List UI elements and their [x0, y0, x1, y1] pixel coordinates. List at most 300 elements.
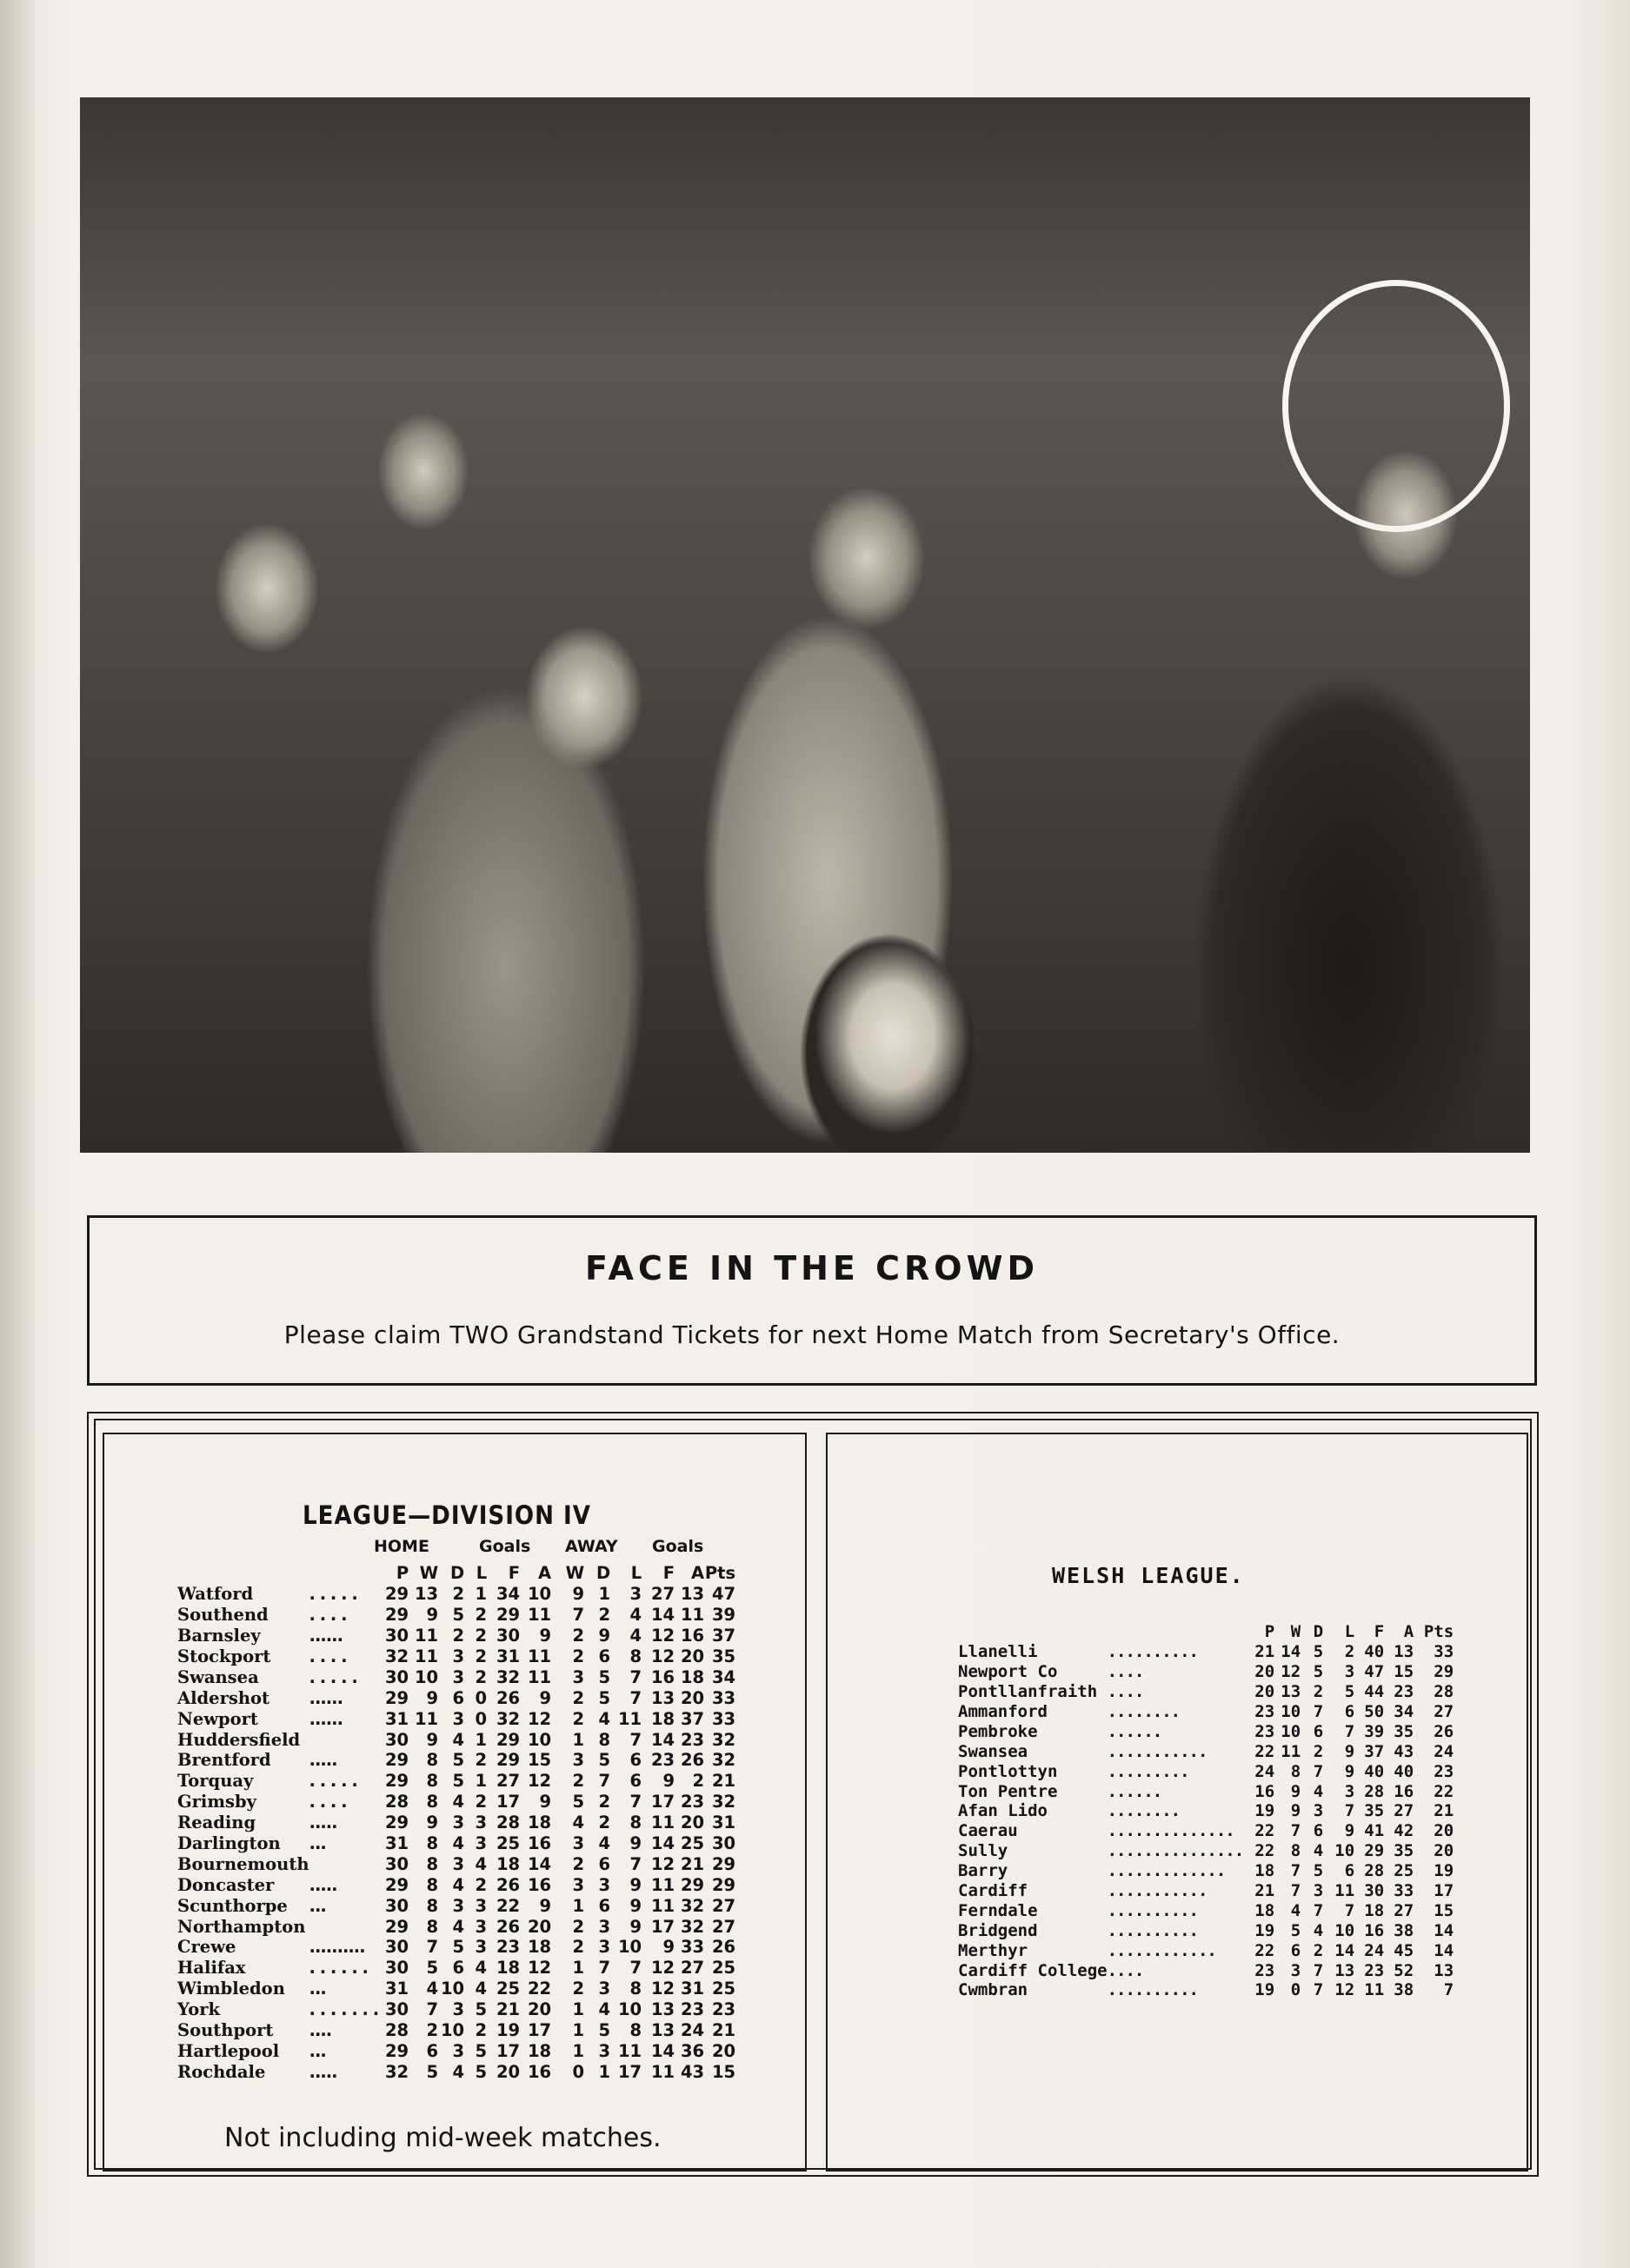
leader-dots: .......... — [1107, 1980, 1198, 2000]
stat-cell: 23 — [1254, 1721, 1275, 1741]
stat-cell: 11 — [617, 2040, 642, 2061]
welsh-col-header: L — [1344, 1622, 1355, 1642]
stat-cell: 16 — [1394, 1781, 1414, 1801]
stat-cell: 12 — [527, 1708, 552, 1729]
leader-dots: . . . . . . — [309, 1958, 368, 1979]
stat-cell: 23 — [1434, 1761, 1454, 1781]
stat-cell: 7 — [426, 1999, 439, 2020]
stat-cell: 2 — [475, 1792, 488, 1812]
stat-cell: 29 — [384, 1771, 409, 1792]
stat-cell: 3 — [452, 1708, 465, 1729]
stat-cell: 3 — [475, 1895, 488, 1916]
stat-cell: 18 — [527, 1937, 552, 1958]
stat-cell: 43 — [1394, 1741, 1414, 1761]
leader-dots: ........... — [1107, 1881, 1208, 1901]
team-name: Cwmbran — [958, 1980, 1028, 2000]
stat-cell: 4 — [475, 1853, 488, 1874]
stat-cell: 9 — [1344, 1821, 1355, 1841]
stat-cell: 12 — [650, 1853, 675, 1874]
leader-dots: .... — [1107, 1682, 1144, 1702]
stat-cell: 5 — [475, 2040, 488, 2061]
welsh-row — [958, 1721, 1454, 1741]
stat-cell: 29 — [1364, 1841, 1385, 1861]
stat-cell: 26 — [680, 1750, 705, 1771]
stat-cell: 3 — [598, 2040, 611, 2061]
stat-cell: 5 — [598, 1750, 611, 1771]
leader-dots: ........ — [1107, 1702, 1181, 1721]
stat-cell: 9 — [426, 1812, 439, 1833]
stat-cell: 5 — [1344, 1682, 1355, 1702]
stat-cell: 18 — [650, 1708, 675, 1729]
stat-cell: 20 — [711, 2040, 736, 2061]
stat-cell: 13 — [1281, 1682, 1301, 1702]
stat-cell: 32 — [384, 1646, 409, 1666]
stat-cell: 2 — [452, 1626, 465, 1646]
team-name: Stockport — [177, 1646, 271, 1666]
stat-cell: 39 — [1364, 1721, 1385, 1741]
division4-row — [177, 1750, 735, 1771]
stat-cell: 8 — [426, 1874, 439, 1895]
stat-cell: 16 — [527, 2061, 552, 2082]
stat-cell: 15 — [711, 2061, 736, 2082]
division4-row — [177, 1708, 735, 1729]
division4-col-header: P — [396, 1563, 409, 1584]
stat-cell: 13 — [1334, 1960, 1355, 1980]
stat-cell: 17 — [527, 2020, 552, 2041]
stat-cell: 52 — [1394, 1960, 1414, 1980]
stat-cell: 2 — [572, 1771, 585, 1792]
stat-cell: 5 — [1290, 1920, 1301, 1940]
leader-dots: ...... — [1107, 1721, 1162, 1741]
stat-cell: 27 — [650, 1584, 675, 1605]
stat-cell: 23 — [680, 1792, 705, 1812]
stat-cell: 14 — [650, 1729, 675, 1750]
stat-cell: 11 — [680, 1605, 705, 1626]
stat-cell: 5 — [452, 1750, 465, 1771]
stat-cell: 7 — [598, 1958, 611, 1979]
stat-cell: 47 — [1364, 1662, 1385, 1682]
stat-cell: 30 — [384, 1853, 409, 1874]
stat-cell: 7 — [1313, 1702, 1324, 1721]
stat-cell: 12 — [650, 1958, 675, 1979]
stat-cell: 6 — [598, 1853, 611, 1874]
stat-cell: 12 — [527, 1958, 552, 1979]
stat-cell: 16 — [1254, 1781, 1275, 1801]
stat-cell: 29 — [384, 1874, 409, 1895]
stat-cell: 25 — [711, 1979, 736, 1999]
stat-cell: 22 — [1254, 1821, 1275, 1841]
welsh-row — [958, 1980, 1454, 2000]
leader-dots: ........ — [1107, 1801, 1181, 1821]
welsh-league-title: WELSH LEAGUE. — [1052, 1563, 1245, 1588]
stat-cell: 30 — [496, 1626, 521, 1646]
stat-cell: 1 — [475, 1729, 488, 1750]
stat-cell: 29 — [680, 1874, 705, 1895]
stat-cell: 19 — [496, 2020, 521, 2041]
leader-dots: ............ — [1107, 1940, 1216, 1960]
leader-dots: ............. — [1107, 1861, 1226, 1881]
stat-cell: 1 — [598, 2061, 611, 2082]
team-name: Reading — [177, 1812, 256, 1833]
leader-dots: .......... — [1107, 1900, 1198, 1920]
stat-cell: 8 — [426, 1895, 439, 1916]
division4-row — [177, 1874, 735, 1895]
stat-cell: 3 — [452, 1999, 465, 2020]
leader-dots: ...... — [1107, 1781, 1162, 1801]
stat-cell: 37 — [680, 1708, 705, 1729]
stat-cell: 2 — [475, 1874, 488, 1895]
team-name: Scunthorpe — [177, 1895, 288, 1916]
division4-header-team-blank — [177, 1563, 309, 1584]
stat-cell: 5 — [598, 2020, 611, 2041]
stat-cell: 4 — [452, 1792, 465, 1812]
stat-cell: 2 — [475, 1626, 488, 1646]
stat-cell: 11 — [650, 2061, 675, 2082]
welsh-row — [958, 1940, 1454, 1960]
stat-cell: 34 — [496, 1584, 521, 1605]
team-name: Hartlepool — [177, 2040, 280, 2061]
stat-cell: 16 — [680, 1626, 705, 1646]
stat-cell: 43 — [680, 2061, 705, 2082]
stat-cell: 22 — [1254, 1940, 1275, 1960]
stat-cell: 11 — [650, 1895, 675, 1916]
team-name: Darlington — [177, 1833, 281, 1854]
stat-cell: 32 — [496, 1666, 521, 1687]
stat-cell: 2 — [572, 1937, 585, 1958]
welsh-row — [958, 1801, 1454, 1821]
division4-row — [177, 1895, 735, 1916]
stat-cell: 20 — [496, 2061, 521, 2082]
leader-dots: ......... — [1107, 1761, 1189, 1781]
stat-cell: 6 — [1344, 1861, 1355, 1881]
stat-cell: 18 — [1254, 1861, 1275, 1881]
division4-row — [177, 1626, 735, 1646]
stat-cell: 16 — [650, 1666, 675, 1687]
leader-dots: ............... — [1107, 1841, 1244, 1861]
stat-cell: 9 — [1290, 1781, 1301, 1801]
stat-cell: 20 — [1254, 1662, 1275, 1682]
welsh-row — [958, 1781, 1454, 1801]
stat-cell: 4 — [1290, 1900, 1301, 1920]
stat-cell: 1 — [475, 1584, 488, 1605]
stat-cell: 13 — [650, 1999, 675, 2020]
stat-cell: 8 — [629, 2020, 642, 2041]
stat-cell: 9 — [598, 1626, 611, 1646]
stat-cell: 7 — [1313, 1960, 1324, 1980]
stat-cell: 6 — [1313, 1721, 1324, 1741]
leader-dots: . . . . . — [309, 1666, 357, 1687]
stat-cell: 31 — [384, 1979, 409, 1999]
team-name: Caerau — [958, 1821, 1018, 1841]
circled-face-marker — [1282, 280, 1510, 532]
stat-cell: 13 — [1434, 1960, 1454, 1980]
division4-row — [177, 1792, 735, 1812]
stat-cell: 20 — [527, 1999, 552, 2020]
stat-cell: 29 — [496, 1605, 521, 1626]
stat-cell: 4 — [452, 1833, 465, 1854]
stat-cell: 4 — [1313, 1841, 1324, 1861]
stat-cell: 21 — [1434, 1801, 1454, 1821]
stat-cell: 27 — [1394, 1801, 1414, 1821]
stat-cell: 1 — [572, 2020, 585, 2041]
stat-cell: 8 — [426, 1853, 439, 1874]
division4-row — [177, 1916, 735, 1937]
stat-cell: 20 — [527, 1916, 552, 1937]
stat-cell: 10 — [527, 1584, 552, 1605]
leader-dots: ..... — [309, 1750, 337, 1771]
stat-cell: 10 — [1334, 1841, 1355, 1861]
stat-cell: 27 — [1434, 1702, 1454, 1721]
stat-cell: 39 — [711, 1605, 736, 1626]
stat-cell: 8 — [629, 1646, 642, 1666]
stat-cell: 8 — [426, 1833, 439, 1854]
stat-cell: 5 — [452, 1937, 465, 1958]
stat-cell: 11 — [1334, 1881, 1355, 1901]
stat-cell: 23 — [496, 1937, 521, 1958]
stat-cell: 30 — [384, 1666, 409, 1687]
leader-dots: .... — [1107, 1960, 1144, 1980]
division4-header-row — [177, 1563, 735, 1584]
stat-cell: 14 — [1281, 1642, 1301, 1662]
welsh-row — [958, 1821, 1454, 1841]
stat-cell: 20 — [680, 1812, 705, 1833]
stat-cell: 23 — [1394, 1682, 1414, 1702]
stat-cell: 6 — [1344, 1702, 1355, 1721]
stat-cell: 16 — [527, 1874, 552, 1895]
welsh-col-header: D — [1313, 1622, 1324, 1642]
stat-cell: 2 — [692, 1771, 705, 1792]
stat-cell: 10 — [1334, 1920, 1355, 1940]
stat-cell: 13 — [414, 1584, 439, 1605]
stat-cell: 3 — [475, 1937, 488, 1958]
leader-dots: ... — [309, 1833, 326, 1854]
division4-row — [177, 2061, 735, 2082]
stat-cell: 7 — [1344, 1801, 1355, 1821]
stat-cell: 21 — [680, 1853, 705, 1874]
stat-cell: 11 — [414, 1646, 439, 1666]
stat-cell: 13 — [650, 1687, 675, 1708]
stat-cell: 4 — [572, 1812, 585, 1833]
stat-cell: 3 — [1344, 1781, 1355, 1801]
stat-cell: 7 — [1313, 1900, 1324, 1920]
stat-cell: 2 — [426, 2020, 439, 2041]
stat-cell: 14 — [1434, 1920, 1454, 1940]
stat-cell: 1 — [572, 1999, 585, 2020]
leader-dots: .... — [309, 2020, 332, 2041]
division4-row — [177, 1979, 735, 1999]
stat-cell: 40 — [1394, 1761, 1414, 1781]
page-spine-shadow — [0, 0, 35, 2268]
stat-cell: 3 — [572, 1833, 585, 1854]
welsh-row — [958, 1900, 1454, 1920]
stat-cell: 26 — [496, 1916, 521, 1937]
stat-cell: 5 — [426, 2061, 439, 2082]
stat-cell: 30 — [384, 1895, 409, 1916]
division4-row — [177, 1853, 735, 1874]
stat-cell: 9 — [572, 1584, 585, 1605]
stat-cell: 10 — [1281, 1702, 1301, 1721]
stat-cell: 23 — [1254, 1702, 1275, 1721]
stat-cell: 14 — [527, 1853, 552, 1874]
division4-col-header: Pts — [704, 1563, 736, 1584]
stat-cell: 12 — [650, 1646, 675, 1666]
team-name: Sully — [958, 1841, 1008, 1861]
stat-cell: 3 — [452, 1853, 465, 1874]
division4-home-label: HOME — [374, 1537, 429, 1556]
stat-cell: 17 — [650, 1792, 675, 1812]
stat-cell: 35 — [1364, 1801, 1385, 1821]
caption-title: FACE IN THE CROWD — [584, 1249, 1040, 1287]
stat-cell: 0 — [475, 1708, 488, 1729]
stat-cell: 30 — [711, 1833, 736, 1854]
stat-cell: 5 — [452, 1605, 465, 1626]
stat-cell: 2 — [572, 1853, 585, 1874]
stat-cell: 25 — [1394, 1861, 1414, 1881]
division4-row — [177, 1812, 735, 1833]
stat-cell: 20 — [680, 1687, 705, 1708]
stat-cell: 18 — [680, 1666, 705, 1687]
leader-dots: . . . . — [309, 1646, 347, 1666]
stat-cell: 3 — [1313, 1881, 1324, 1901]
stat-cell: 33 — [680, 1937, 705, 1958]
stat-cell: 25 — [680, 1833, 705, 1854]
stat-cell: 9 — [539, 1626, 552, 1646]
leader-dots: . . . . . — [309, 1584, 357, 1605]
stat-cell: 7 — [629, 1729, 642, 1750]
stat-cell: 6 — [629, 1750, 642, 1771]
team-name: Torquay — [177, 1771, 254, 1792]
division4-col-header: W — [565, 1563, 585, 1584]
stat-cell: 28 — [384, 1792, 409, 1812]
stat-cell: 14 — [650, 1605, 675, 1626]
stat-cell: 33 — [711, 1687, 736, 1708]
leader-dots: . . . . . — [309, 1771, 357, 1792]
stat-cell: 0 — [475, 1687, 488, 1708]
welsh-row — [958, 1662, 1454, 1682]
leader-dots: ..... — [309, 2061, 337, 2082]
stat-cell: 26 — [711, 1937, 736, 1958]
stat-cell: 3 — [452, 1812, 465, 1833]
welsh-col-header: A — [1403, 1622, 1414, 1642]
stat-cell: 4 — [629, 1605, 642, 1626]
stat-cell: 21 — [496, 1999, 521, 2020]
team-name: Watford — [177, 1584, 254, 1605]
stat-cell: 11 — [527, 1666, 552, 1687]
team-name: Merthyr — [958, 1940, 1028, 1960]
stat-cell: 7 — [1344, 1721, 1355, 1741]
stat-cell: 15 — [1394, 1662, 1414, 1682]
division4-row — [177, 1937, 735, 1958]
stat-cell: 9 — [426, 1687, 439, 1708]
leader-dots: ... — [309, 1895, 326, 1916]
stat-cell: 38 — [1394, 1920, 1414, 1940]
division4-row — [177, 1729, 735, 1750]
stat-cell: 29 — [496, 1750, 521, 1771]
stat-cell: 14 — [650, 1833, 675, 1854]
welsh-col-header: W — [1290, 1622, 1301, 1642]
team-name: Huddersfield — [177, 1729, 301, 1750]
welsh-league-table — [958, 1622, 1454, 2000]
stat-cell: 33 — [1434, 1642, 1454, 1662]
leader-dots: ..... — [309, 1812, 337, 1833]
stat-cell: 14 — [650, 2040, 675, 2061]
stat-cell: 17 — [496, 2040, 521, 2061]
team-name: Doncaster — [177, 1874, 275, 1895]
stat-cell: 21 — [711, 1771, 736, 1792]
stat-cell: 31 — [711, 1812, 736, 1833]
team-name: Pontlottyn — [958, 1761, 1058, 1781]
stat-cell: 0 — [572, 2061, 585, 2082]
leader-dots: .......... — [1107, 1920, 1198, 1940]
stat-cell: 5 — [452, 1771, 465, 1792]
stat-cell: 41 — [1364, 1821, 1385, 1841]
stat-cell: 10 — [414, 1666, 439, 1687]
team-name: Cardiff College — [958, 1960, 1108, 1980]
division4-title: LEAGUE—DIVISION IV — [303, 1500, 591, 1530]
stat-cell: 7 — [598, 1771, 611, 1792]
division4-table — [177, 1563, 735, 2082]
division4-row — [177, 1666, 735, 1687]
stat-cell: 2 — [598, 1812, 611, 1833]
stat-cell: 29 — [384, 1687, 409, 1708]
welsh-header-team-blank — [958, 1622, 1108, 1642]
stat-cell: 9 — [629, 1916, 642, 1937]
stat-cell: 2 — [572, 1708, 585, 1729]
stat-cell: 17 — [1434, 1881, 1454, 1901]
stat-cell: 9 — [662, 1771, 675, 1792]
stat-cell: 36 — [680, 2040, 705, 2061]
stat-cell: 26 — [496, 1687, 521, 1708]
stat-cell: 0 — [1290, 1980, 1301, 2000]
welsh-row — [958, 1841, 1454, 1861]
stat-cell: 2 — [572, 1626, 585, 1646]
stat-cell: 9 — [629, 1874, 642, 1895]
stat-cell: 35 — [711, 1646, 736, 1666]
stat-cell: 20 — [1434, 1821, 1454, 1841]
stat-cell: 31 — [496, 1646, 521, 1666]
team-name: Swansea — [177, 1666, 259, 1687]
stat-cell: 38 — [1394, 1980, 1414, 2000]
stat-cell: 44 — [1364, 1682, 1385, 1702]
team-name: Crewe — [177, 1937, 236, 1958]
stat-cell: 1 — [572, 1958, 585, 1979]
stat-cell: 19 — [1254, 1801, 1275, 1821]
stat-cell: 4 — [598, 1833, 611, 1854]
leader-dots: . . . . — [309, 1792, 347, 1812]
stat-cell: 23 — [650, 1750, 675, 1771]
division4-row — [177, 2020, 735, 2041]
stat-cell: 30 — [384, 1999, 409, 2020]
division4-row — [177, 1605, 735, 1626]
stat-cell: 10 — [1281, 1721, 1301, 1741]
division4-note: Not including mid-week matches. — [224, 2123, 662, 2153]
stat-cell: 9 — [1290, 1801, 1301, 1821]
stat-cell: 23 — [1364, 1960, 1385, 1980]
stat-cell: 6 — [598, 1646, 611, 1666]
stat-cell: 9 — [539, 1792, 552, 1812]
division4-header-dots-blank — [309, 1563, 379, 1584]
division4-row — [177, 1771, 735, 1792]
leader-dots: . . . . . . . — [309, 1999, 379, 2020]
stat-cell: 33 — [1394, 1881, 1414, 1901]
stat-cell: 23 — [1254, 1960, 1275, 1980]
stat-cell: 7 — [426, 1937, 439, 1958]
stat-cell: 19 — [1254, 1920, 1275, 1940]
stat-cell: 21 — [1254, 1642, 1275, 1662]
stat-cell: 9 — [426, 1605, 439, 1626]
stat-cell: 37 — [1364, 1741, 1385, 1761]
stat-cell: 9 — [426, 1729, 439, 1750]
